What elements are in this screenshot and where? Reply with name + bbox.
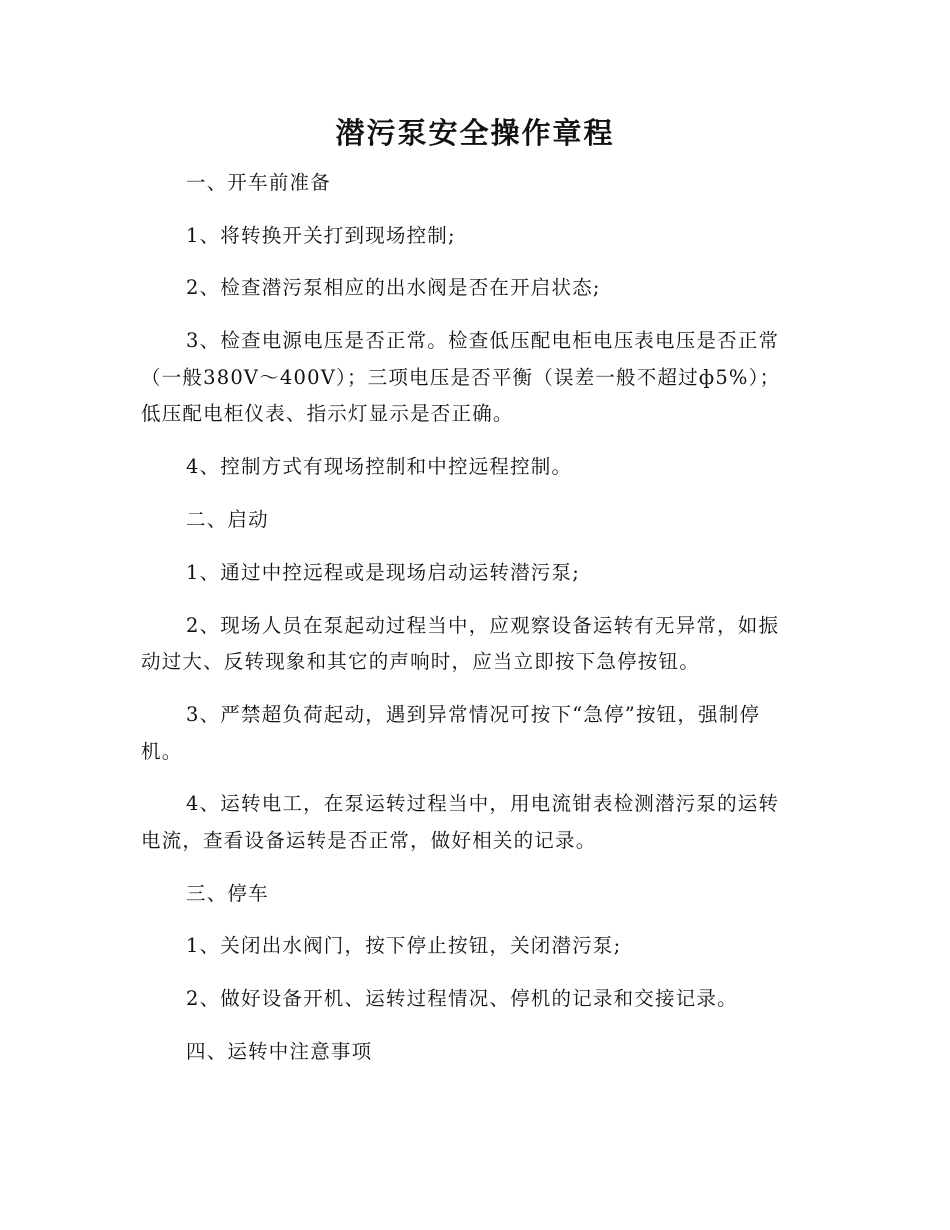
paragraph-line: 1、通过中控远程或是现场启动运转潜污泵; xyxy=(186,561,580,584)
paragraph-line: 1、关闭出水阀门，按下停止按钮，关闭潜污泵; xyxy=(186,934,622,957)
document-title: 潜污泵安全操作章程 xyxy=(335,116,615,150)
paragraph-line: 动过大、反转现象和其它的声响时，应当立即按下急停按钮。 xyxy=(141,650,700,673)
section-heading-1: 一、开车前准备 xyxy=(186,171,331,194)
paragraph-line: 3、检查电源电压是否正常。检查低压配电柜电压表电压是否正常 xyxy=(186,329,780,352)
paragraph-line: 2、检查潜污泵相应的出水阀是否在开启状态; xyxy=(186,276,601,299)
section-heading-2: 二、启动 xyxy=(186,508,269,531)
section-heading-4: 四、运转中注意事项 xyxy=(186,1040,373,1063)
paragraph-line: 2、做好设备开机、运转过程情况、停机的记录和交接记录。 xyxy=(186,987,738,1010)
section-heading-3: 三、停车 xyxy=(186,882,269,905)
paragraph-line: 机。 xyxy=(141,740,183,763)
paragraph-line: 4、控制方式有现场控制和中控远程控制。 xyxy=(186,455,573,478)
paragraph-line: 低压配电柜仪表、指示灯显示是否正确。 xyxy=(141,402,514,425)
paragraph-line: 4、运转电工，在泵运转过程当中，用电流钳表检测潜污泵的运转 xyxy=(186,792,780,815)
paragraph-line: （一般380V～400V）；三项电压是否平衡（误差一般不超过ф5%）； xyxy=(141,366,781,389)
paragraph-line: 电流，查看设备运转是否正常，做好相关的记录。 xyxy=(141,829,597,852)
paragraph-line: 3、严禁超负荷起动，遇到异常情况可按下“急停”按钮，强制停 xyxy=(186,703,761,726)
paragraph-line: 1、将转换开关打到现场控制; xyxy=(186,224,456,247)
paragraph-line: 2、现场人员在泵起动过程当中，应观察设备运转有无异常，如振 xyxy=(186,614,780,637)
